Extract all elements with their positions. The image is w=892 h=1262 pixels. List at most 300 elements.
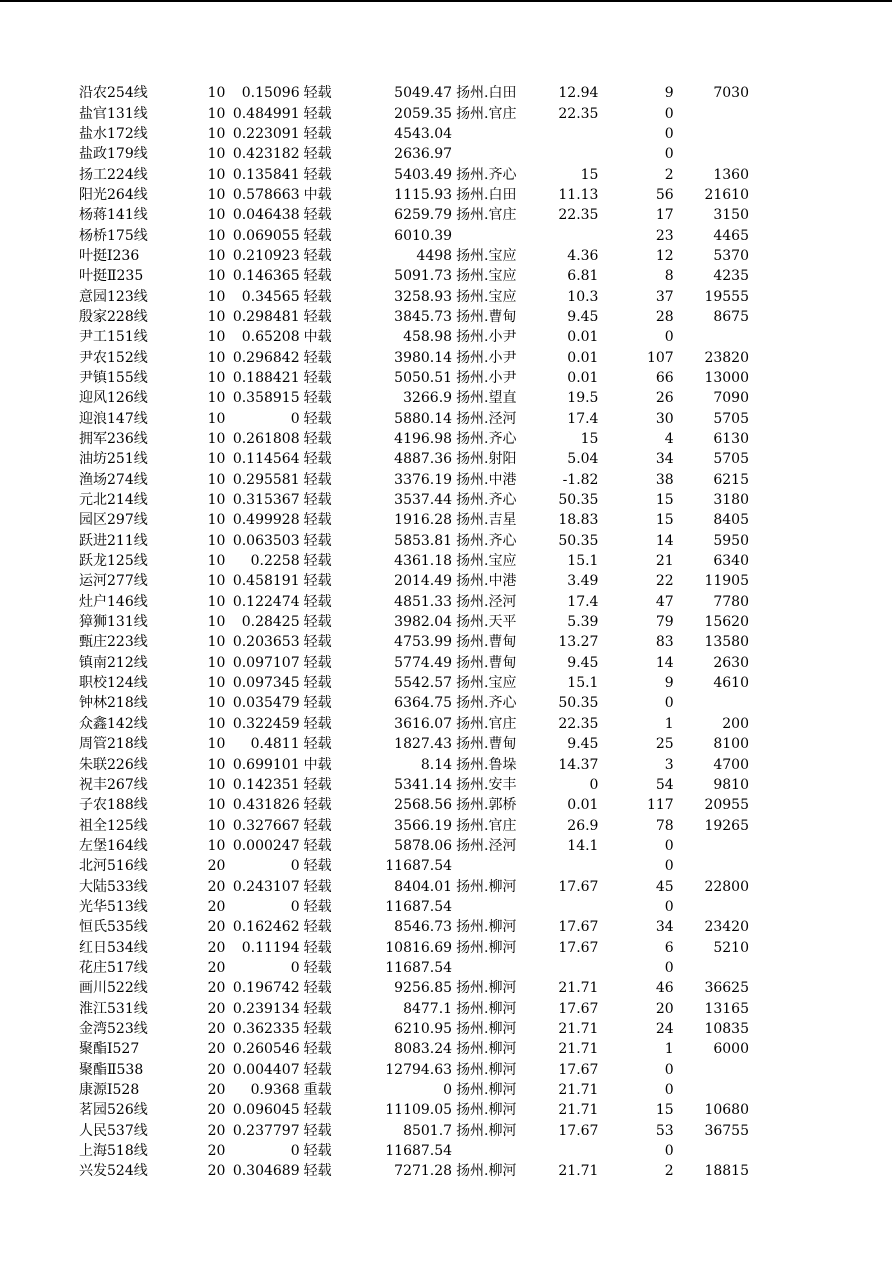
cell-dist: 50.35 (558, 492, 599, 509)
cell-cap: 4543.04 (394, 125, 453, 142)
cell-region: 扬州.安丰 (456, 776, 517, 793)
table-row (79, 978, 749, 998)
cell-cap: 10816.69 (385, 939, 453, 956)
cell-count: 3 (664, 756, 674, 773)
cell-name: 元北214线 (79, 492, 148, 509)
table-row (79, 490, 749, 510)
cell-region: 扬州.小尹 (456, 369, 517, 386)
table-row (79, 103, 749, 123)
cell-rate: 0.298481 (232, 308, 300, 325)
cell-volt: 10 (207, 105, 226, 122)
cell-region (456, 225, 526, 245)
cell-kva: 23420 (704, 919, 749, 936)
cell-volt: 20 (207, 1143, 226, 1160)
cell-kva: 15620 (704, 614, 749, 631)
cell-kva (674, 856, 749, 876)
table-row (79, 1080, 749, 1100)
cell-kva: 36625 (704, 980, 749, 997)
cell-kva: 200 (722, 715, 749, 732)
cell-rate: 0.578663 (232, 186, 300, 203)
cell-count: 12 (655, 247, 674, 264)
cell-dist: 17.67 (558, 1061, 599, 1078)
cell-region: 扬州.望直 (456, 390, 517, 407)
cell-rate: 0.327667 (232, 817, 300, 834)
cell-rate: 0.295581 (232, 471, 300, 488)
cell-count: 0 (664, 1082, 674, 1099)
cell-dist (526, 1141, 598, 1161)
cell-load: 轻载 (303, 736, 332, 753)
cell-kva: 4235 (713, 268, 749, 285)
cell-count: 53 (655, 1122, 674, 1139)
cell-load: 中载 (303, 329, 332, 346)
cell-region: 扬州.柳河 (456, 919, 517, 936)
cell-count: 107 (646, 349, 674, 366)
cell-volt: 20 (207, 939, 226, 956)
cell-load: 轻载 (303, 410, 332, 427)
cell-region: 扬州.宝应 (456, 288, 517, 305)
cell-dist: 9.45 (567, 654, 599, 671)
cell-load: 轻载 (303, 817, 332, 834)
cell-cap: 6364.75 (394, 695, 453, 712)
cell-name: 聚酯Ⅱ538 (79, 1061, 144, 1078)
cell-dist: 0.01 (567, 797, 599, 814)
cell-load: 轻载 (303, 776, 332, 793)
cell-rate: 0.260546 (232, 1041, 300, 1058)
cell-dist: 4.36 (567, 247, 599, 264)
cell-volt: 10 (207, 431, 226, 448)
cell-load: 轻载 (303, 553, 332, 570)
cell-load: 轻载 (303, 715, 332, 732)
cell-volt: 20 (207, 1000, 226, 1017)
cell-dist: 6.81 (567, 268, 599, 285)
cell-region: 扬州.齐心 (456, 166, 517, 183)
cell-dist: 14.37 (558, 756, 599, 773)
cell-cap: 3258.93 (394, 288, 453, 305)
table-row (79, 388, 749, 408)
cell-rate: 0.203653 (232, 634, 300, 651)
cell-kva: 7780 (713, 593, 749, 610)
cell-name: 职校124线 (79, 675, 148, 692)
cell-load: 轻载 (303, 105, 332, 122)
cell-volt: 20 (207, 1163, 226, 1180)
cell-name: 钟林218线 (79, 695, 148, 712)
cell-dist: 11.13 (558, 186, 599, 203)
cell-kva: 6340 (713, 553, 749, 570)
cell-region: 扬州.柳河 (456, 1082, 517, 1099)
cell-rate: 0.423182 (232, 146, 300, 163)
cell-cap: 8546.73 (394, 919, 453, 936)
cell-dist: 17.67 (558, 919, 599, 936)
cell-load: 轻载 (303, 593, 332, 610)
table-row (79, 225, 749, 245)
cell-rate: 0.114564 (232, 451, 300, 468)
cell-volt: 10 (207, 715, 226, 732)
cell-dist: 21.71 (558, 1163, 599, 1180)
cell-dist: -1.82 (562, 471, 599, 488)
cell-cap: 2568.56 (394, 797, 453, 814)
cell-cap: 11687.54 (385, 959, 453, 976)
cell-region: 扬州.曹甸 (456, 308, 517, 325)
cell-kva: 5705 (713, 451, 749, 468)
cell-name: 康源Ⅰ528 (79, 1082, 140, 1099)
cell-volt: 20 (207, 1102, 226, 1119)
cell-count: 0 (664, 329, 674, 346)
cell-load: 轻载 (303, 695, 332, 712)
cell-name: 叶挺Ⅱ235 (79, 268, 144, 285)
cell-volt: 20 (207, 858, 226, 875)
cell-load: 轻载 (303, 390, 332, 407)
cell-kva: 3150 (713, 207, 749, 224)
cell-rate: 0 (290, 959, 300, 976)
cell-load: 轻载 (303, 532, 332, 549)
cell-volt: 10 (207, 614, 226, 631)
cell-load: 轻载 (303, 268, 332, 285)
cell-region: 扬州.白田 (456, 186, 517, 203)
cell-volt: 10 (207, 85, 226, 102)
cell-region: 扬州.官庄 (456, 105, 517, 122)
cell-rate: 0.11194 (241, 939, 300, 956)
cell-rate: 0.15096 (241, 85, 300, 102)
cell-kva: 10835 (704, 1020, 749, 1037)
cell-volt: 10 (207, 146, 226, 163)
cell-load: 轻载 (303, 166, 332, 183)
cell-count: 4 (664, 431, 674, 448)
cell-volt: 10 (207, 532, 226, 549)
table-row (79, 1019, 749, 1039)
cell-count: 78 (655, 817, 674, 834)
cell-count: 28 (655, 308, 674, 325)
cell-cap: 5853.81 (394, 532, 453, 549)
cell-dist: 5.39 (567, 614, 599, 631)
cell-cap: 11109.05 (385, 1102, 453, 1119)
cell-volt: 10 (207, 227, 226, 244)
table-row (79, 815, 749, 835)
cell-dist: 9.45 (567, 308, 599, 325)
cell-load: 轻载 (303, 288, 332, 305)
cell-load: 轻载 (303, 573, 332, 590)
cell-name: 獐狮131线 (79, 614, 148, 631)
cell-volt: 10 (207, 268, 226, 285)
cell-kva: 23820 (704, 349, 749, 366)
cell-region: 扬州.宝应 (456, 268, 517, 285)
cell-kva: 8675 (713, 308, 749, 325)
cell-name: 甄庄223线 (79, 634, 148, 651)
cell-kva (674, 103, 749, 123)
cell-region (456, 1141, 526, 1161)
cell-rate: 0.28425 (241, 614, 300, 631)
cell-count: 15 (655, 512, 674, 529)
cell-rate: 0.122474 (232, 593, 300, 610)
cell-kva (674, 1141, 749, 1161)
cell-volt: 10 (207, 247, 226, 264)
table-row (79, 164, 749, 184)
cell-cap: 1916.28 (394, 512, 453, 529)
cell-rate: 0.069055 (232, 227, 300, 244)
cell-kva: 36755 (704, 1122, 749, 1139)
cell-kva (674, 897, 749, 917)
cell-region: 扬州.柳河 (456, 980, 517, 997)
cell-load: 轻载 (303, 1163, 332, 1180)
cell-cap: 8404.01 (394, 878, 453, 895)
cell-region: 扬州.官庄 (456, 207, 517, 224)
cell-load: 轻载 (303, 125, 332, 142)
cell-name: 意园123线 (79, 288, 148, 305)
cell-rate: 0.65208 (241, 329, 300, 346)
cell-kva (674, 1080, 749, 1100)
cell-count: 37 (655, 288, 674, 305)
cell-kva: 13580 (704, 634, 749, 651)
cell-load: 轻载 (303, 1143, 332, 1160)
cell-load: 轻载 (303, 980, 332, 997)
table-row (79, 1141, 749, 1161)
cell-rate: 0.243107 (232, 878, 300, 895)
cell-volt: 10 (207, 736, 226, 753)
cell-rate: 0.004407 (232, 1061, 300, 1078)
cell-cap: 11687.54 (385, 1143, 453, 1160)
cell-volt: 10 (207, 756, 226, 773)
cell-dist (526, 958, 598, 978)
cell-volt: 10 (207, 349, 226, 366)
cell-load: 轻载 (303, 146, 332, 163)
cell-rate: 0.458191 (232, 573, 300, 590)
cell-volt: 10 (207, 695, 226, 712)
cell-cap: 4753.99 (394, 634, 453, 651)
cell-count: 9 (664, 85, 674, 102)
cell-name: 园区297线 (79, 512, 148, 529)
cell-volt: 10 (207, 308, 226, 325)
cell-load: 轻载 (303, 634, 332, 651)
cell-count: 0 (664, 858, 674, 875)
cell-kva: 10680 (704, 1102, 749, 1119)
cell-volt: 10 (207, 369, 226, 386)
cell-region: 扬州.中港 (456, 471, 517, 488)
cell-load: 轻载 (303, 227, 332, 244)
cell-count: 2 (664, 166, 674, 183)
cell-name: 周管218线 (79, 736, 148, 753)
cell-count: 54 (655, 776, 674, 793)
cell-region: 扬州.官庄 (456, 817, 517, 834)
table-row (79, 1039, 749, 1059)
cell-cap: 3566.19 (394, 817, 453, 834)
cell-rate: 0.142351 (232, 776, 300, 793)
cell-kva: 9810 (713, 776, 749, 793)
cell-count: 25 (655, 736, 674, 753)
cell-count: 1 (664, 715, 674, 732)
cell-name: 殷家228线 (79, 308, 148, 325)
table-row (79, 205, 749, 225)
cell-region (456, 897, 526, 917)
cell-count: 15 (655, 1102, 674, 1119)
cell-load: 轻载 (303, 1061, 332, 1078)
cell-name: 盐官131线 (79, 105, 148, 122)
table-row (79, 998, 749, 1018)
cell-region: 扬州.柳河 (456, 1000, 517, 1017)
cell-count: 17 (655, 207, 674, 224)
cell-kva: 19265 (704, 817, 749, 834)
table-row (79, 632, 749, 652)
table-row (79, 653, 749, 673)
cell-volt: 10 (207, 654, 226, 671)
cell-count: 83 (655, 634, 674, 651)
cell-name: 跃龙125线 (79, 553, 148, 570)
table-row (79, 124, 749, 144)
cell-rate: 0.135841 (232, 166, 300, 183)
cell-count: 0 (664, 125, 674, 142)
cell-region: 扬州.宝应 (456, 247, 517, 264)
cell-name: 大陆533线 (79, 878, 148, 895)
cell-load: 轻载 (303, 207, 332, 224)
cell-name: 子农188线 (79, 797, 148, 814)
cell-volt: 10 (207, 125, 226, 142)
cell-kva: 8405 (713, 512, 749, 529)
table-row (79, 307, 749, 327)
cell-kva: 11905 (704, 573, 749, 590)
cell-cap: 8083.24 (394, 1041, 453, 1058)
cell-name: 尹镇155线 (79, 369, 148, 386)
cell-cap: 3266.9 (403, 390, 453, 407)
top-border-line (0, 0, 892, 2)
cell-region: 扬州.郭桥 (456, 797, 517, 814)
cell-name: 尹工151线 (79, 329, 148, 346)
table-row (79, 592, 749, 612)
cell-region: 扬州.柳河 (456, 1061, 517, 1078)
cell-dist: 19.5 (567, 390, 599, 407)
cell-dist: 10.3 (567, 288, 599, 305)
cell-region: 扬州.齐心 (456, 532, 517, 549)
cell-name: 盐水172线 (79, 125, 148, 142)
cell-count: 0 (664, 898, 674, 915)
cell-volt: 10 (207, 593, 226, 610)
cell-region: 扬州.齐心 (456, 431, 517, 448)
cell-count: 6 (664, 939, 674, 956)
line-load-table (79, 83, 749, 1182)
table-row (79, 409, 749, 429)
table-row (79, 510, 749, 530)
cell-load: 轻载 (303, 614, 332, 631)
cell-name: 拥军236线 (79, 431, 148, 448)
cell-rate: 0.699101 (232, 756, 300, 773)
cell-volt: 10 (207, 288, 226, 305)
cell-count: 8 (664, 268, 674, 285)
table-row (79, 246, 749, 266)
cell-dist: 3.49 (567, 573, 599, 590)
cell-dist: 21.71 (558, 1102, 599, 1119)
cell-dist: 15.1 (567, 675, 599, 692)
cell-load: 轻载 (303, 1020, 332, 1037)
cell-rate: 0.2258 (250, 553, 300, 570)
cell-rate: 0 (290, 410, 300, 427)
cell-load: 轻载 (303, 308, 332, 325)
table-row (79, 1100, 749, 1120)
cell-name: 上海518线 (79, 1143, 148, 1160)
table-row (79, 1060, 749, 1080)
cell-rate: 0.063503 (232, 532, 300, 549)
cell-volt: 10 (207, 410, 226, 427)
cell-volt: 10 (207, 166, 226, 183)
cell-volt: 20 (207, 1082, 226, 1099)
cell-name: 朱联226线 (79, 756, 148, 773)
cell-region (456, 958, 526, 978)
cell-dist: 17.4 (567, 593, 599, 610)
cell-name: 众鑫142线 (79, 715, 148, 732)
cell-rate: 0.097107 (232, 654, 300, 671)
cell-region: 扬州.柳河 (456, 1102, 517, 1119)
cell-cap: 4196.98 (394, 431, 453, 448)
cell-kva (674, 327, 749, 347)
cell-dist: 0.01 (567, 329, 599, 346)
cell-dist: 22.35 (558, 715, 599, 732)
cell-dist: 22.35 (558, 105, 599, 122)
cell-name: 迎浪147线 (79, 410, 148, 427)
cell-kva: 13000 (704, 369, 749, 386)
cell-rate: 0.431826 (232, 797, 300, 814)
cell-count: 0 (664, 959, 674, 976)
cell-cap: 5050.51 (394, 369, 453, 386)
cell-dist: 21.71 (558, 1082, 599, 1099)
table-row (79, 185, 749, 205)
table-row (79, 449, 749, 469)
cell-name: 叶挺Ⅰ236 (79, 247, 140, 264)
cell-dist (526, 225, 598, 245)
cell-dist: 17.67 (558, 939, 599, 956)
cell-kva: 5370 (713, 247, 749, 264)
cell-dist (526, 897, 598, 917)
cell-cap: 5878.06 (394, 837, 453, 854)
cell-region: 扬州.射阳 (456, 451, 517, 468)
cell-rate: 0.162462 (232, 919, 300, 936)
cell-name: 淮江531线 (79, 1000, 148, 1017)
cell-dist: 14.1 (567, 837, 599, 854)
cell-cap: 5091.73 (394, 268, 453, 285)
cell-count: 22 (655, 573, 674, 590)
cell-kva: 4610 (713, 675, 749, 692)
table-row (79, 937, 749, 957)
cell-load: 轻载 (303, 1000, 332, 1017)
cell-load: 轻载 (303, 1122, 332, 1139)
cell-cap: 2636.97 (394, 146, 453, 163)
cell-rate: 0 (290, 858, 300, 875)
cell-count: 0 (664, 146, 674, 163)
cell-cap: 6259.79 (394, 207, 453, 224)
table-row (79, 429, 749, 449)
cell-rate: 0.358915 (232, 390, 300, 407)
cell-rate: 0.484991 (232, 105, 300, 122)
cell-region: 扬州.曹甸 (456, 654, 517, 671)
table-row (79, 531, 749, 551)
cell-rate: 0.035479 (232, 695, 300, 712)
cell-cap: 6010.39 (394, 227, 453, 244)
cell-cap: 3980.14 (394, 349, 453, 366)
cell-rate: 0.4811 (250, 736, 300, 753)
cell-load: 轻载 (303, 431, 332, 448)
cell-name: 跃进211线 (79, 532, 148, 549)
cell-rate: 0.261808 (232, 431, 300, 448)
cell-count: 20 (655, 1000, 674, 1017)
cell-kva (674, 144, 749, 164)
table-row (79, 775, 749, 795)
cell-dist: 50.35 (558, 532, 599, 549)
cell-kva: 8100 (713, 736, 749, 753)
cell-load: 轻载 (303, 471, 332, 488)
cell-count: 14 (655, 654, 674, 671)
cell-rate: 0.146365 (232, 268, 300, 285)
table-row (79, 144, 749, 164)
cell-load: 轻载 (303, 349, 332, 366)
cell-dist: 0 (589, 776, 599, 793)
cell-name: 杨蒋141线 (79, 207, 148, 224)
cell-region (456, 124, 526, 144)
cell-count: 66 (655, 369, 674, 386)
